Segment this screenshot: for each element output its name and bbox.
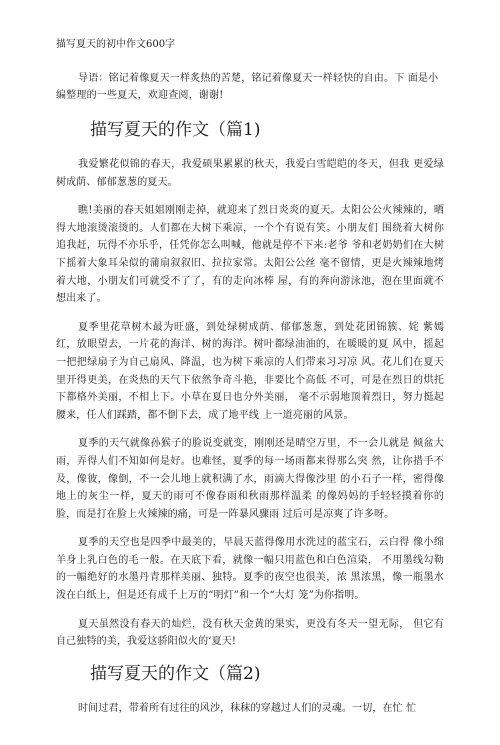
essay-heading: 描写夏天的作文（篇1)	[90, 120, 261, 140]
essay-section-2	[56, 662, 444, 718]
essay-paragraph: 瞧!美丽的春天姐姐刚刚走掉，就迎来了烈日炎炎的夏天。太阳公公火辣辣的，晒得大地滚烫滚烫的。人们都在大树下乘凉，一个个有说有笑。小朋友们 围绕着大树你追我赶，玩得不亦乐乎，任凭你怎么叫喊，他就是停不下来:老爷 爷和老奶奶们在大树下摇着大象耳朵似的蒲扇叙叙旧、拉拉家常。太阳公公丝 毫不留情，更是火辣辣地烤着大地，小朋友们可就受不了了，有的走向冰棒 屋，有的奔向游泳池，泡在里面就不想出来了。	[56, 205, 444, 305]
essay-heading: 描写夏天的作文（篇2)	[90, 663, 261, 684]
essay-paragraph: 夏季的天空也是四季中最美的，早晨天蓝得像用水洗过的蓝宝石，云白得 像小绵羊身上乳白色的毛一般。在天底下看，就像一幅只用蓝色和白色渲染， 不用墨线勾勒的一幅绝好的水墨丹青那样美丽、独特。夏季的夜空也很美，浓 黑浓黑，像一瓶墨水泼在白纸上，但是还有成千上万的“明灯”和一个“大灯 笼”为你指明。	[56, 537, 444, 602]
intro-paragraph: 导语：铭记着像夏天一样炙热的苦楚，铭记着像夏天一样轻快的自由。下 面是小编整理的一些夏天，欢迎查阅，谢谢!	[56, 73, 439, 101]
essay-section-1	[56, 118, 444, 651]
essay-paragraph: 夏季里花草树木最为旺盛，到处绿树成荫、郁郁葱葱，到处花团锦簇、姹 紫嫣红，放眼望去，一片花的海洋、树的海洋。树叶都绿油油的，在暖暖的夏 风中，摇起一把把绿扇子为自己扇风、降温，也为树下乘凉的人们带来习习凉 风。花儿们在夏天里开得更美，在炎热的天气下依然争奇斗艳，非要比个高低 不可，可是在烈日的烘托下都格外美丽，不相上下。小草在夏日也分外美丽， 毫不示弱地顶着烈日，努力挺起腰来，任人们踩踏，都不倒下去，成了地平线 上一道亮丽的风景。	[56, 321, 444, 421]
document-title: 描写夏天的初中作文600字	[56, 39, 176, 50]
essay-paragraph: 我爱繁花似锦的春天，我爱硕果累累的秋天，我爱白雪皑皑的冬天，但我 更爱绿树成荫、郁郁葱葱的夏天。	[56, 159, 444, 188]
essay-paragraph: 夏季的天气就像孙猴子的脸说变就变，刚刚还是晴空万里，不一会儿就是 倾盆大雨，弄得人们不知如何是好。也难怪，夏季的每一场雨都来得那么突 然，让你措手不及，像彼，像倒，不一会儿地上就积满了水，雨滴大得像沙里 的小石子一样，密得像地上的灰尘一样，夏天的雨可不像春雨和秋雨那样温柔 的像妈妈的手轻轻摸着你的脸，而是打在脸上火辣辣的痛，可是一阵暴风骤雨 过后可是凉爽了许多呀。	[56, 438, 444, 520]
essay-paragraph: 时间过君，带着所有过往的风沙，秣秣的穿越过人们的灵魂。一切，在忙 忙	[78, 702, 417, 714]
essay-paragraph: 夏天虽然没有春天的灿烂，没有秋天金黄的果实，更没有冬天一望无际， 但它有自己独特的美，我爱这骄阳似火的‘夏天!	[56, 618, 444, 648]
